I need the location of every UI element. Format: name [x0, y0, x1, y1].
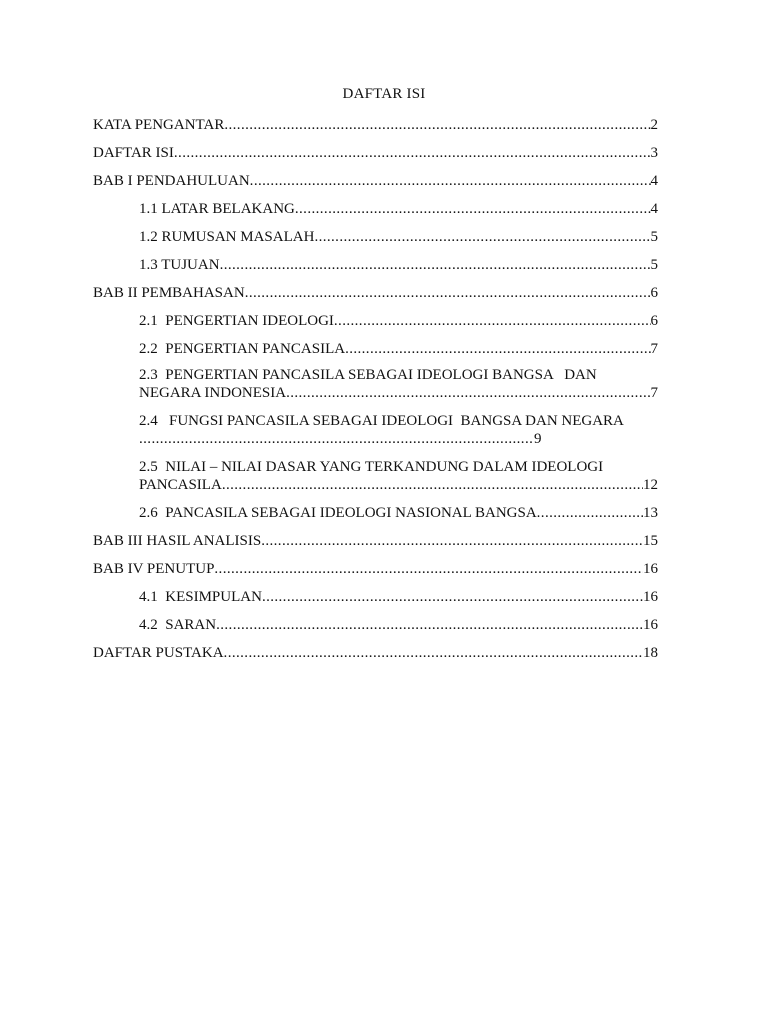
- toc-entry-continuation: [139, 384, 658, 402]
- toc-entry-2-5[interactable]: [139, 458, 658, 494]
- toc-entry-2-2[interactable]: [139, 340, 658, 358]
- toc-entry-label: 2.2 PENGERTIAN PANCASILA: [139, 341, 346, 357]
- toc-entry-label: 2.3 PENGERTIAN PANCASILA SEBAGAI IDEOLOGI BANGSA DAN: [139, 367, 597, 383]
- toc-page-number: 18: [643, 645, 658, 661]
- toc-entry-1-1[interactable]: [139, 200, 658, 218]
- toc-page-number: 9: [534, 431, 542, 447]
- toc-entry-label: 2.5 NILAI – NILAI DASAR YANG TERKANDUNG DALAM IDEOLOGI: [139, 459, 604, 475]
- toc-leader-dots: [214, 560, 643, 578]
- toc-page-number: 6: [650, 313, 658, 329]
- toc-leader-dots: [250, 172, 651, 190]
- toc-page-number: 3: [650, 145, 658, 161]
- toc-leader-dots: [245, 284, 651, 302]
- toc-leader-dots: [222, 476, 643, 494]
- toc-page-number: 12: [643, 477, 658, 493]
- toc-entry-continuation: [139, 430, 658, 448]
- toc-leader-dots: [220, 256, 651, 274]
- toc-entry-4-2[interactable]: [139, 616, 658, 634]
- toc-entry-label: KATA PENGANTAR: [93, 117, 225, 133]
- toc-entry-2-4[interactable]: [139, 412, 658, 448]
- toc-leader-dots: [139, 430, 534, 448]
- toc-entry-2-6[interactable]: [139, 504, 658, 522]
- toc-page-number: 16: [643, 561, 658, 577]
- toc-entry-label: 2.1 PENGERTIAN IDEOLOGI: [139, 313, 334, 329]
- toc-leader-dots: [334, 312, 651, 330]
- toc-entry-label: DAFTAR PUSTAKA: [93, 645, 224, 661]
- toc-leader-dots: [295, 200, 651, 218]
- toc-page-number: 6: [650, 285, 658, 301]
- toc-entry-daftar-isi[interactable]: [93, 144, 658, 162]
- toc-entry-label: 1.1 LATAR BELAKANG: [139, 201, 295, 217]
- toc-entry-4-1[interactable]: [139, 588, 658, 606]
- toc-page-number: 7: [650, 341, 658, 357]
- toc-entry-1-2[interactable]: [139, 228, 658, 246]
- toc-entry-label: 4.2 SARAN: [139, 617, 217, 633]
- toc-entry-continuation: [139, 476, 658, 494]
- toc-entry-bab-1[interactable]: [93, 172, 658, 190]
- toc-page-number: 16: [643, 589, 658, 605]
- toc-entry-1-3[interactable]: [139, 256, 658, 274]
- toc-leader-dots: [216, 616, 643, 634]
- toc-entry-2-3[interactable]: [139, 366, 658, 402]
- toc-entry-bab-3[interactable]: [93, 532, 658, 550]
- toc-leader-dots: [262, 588, 643, 606]
- toc-entry-label: BAB I PENDAHULUAN: [93, 173, 250, 189]
- toc-page-number: 4: [650, 201, 658, 217]
- toc-leader-dots: [314, 228, 650, 246]
- toc-entry-label: NEGARA INDONESIA: [139, 385, 287, 401]
- toc-leader-dots: [537, 504, 643, 522]
- toc-entry-2-1[interactable]: [139, 312, 658, 330]
- toc-entry-label: DAFTAR ISI: [93, 145, 174, 161]
- toc-leader-dots: [224, 116, 650, 134]
- toc-entry-bab-4[interactable]: [93, 560, 658, 578]
- toc-page-number: 5: [650, 229, 658, 245]
- toc-entry-label: BAB II PEMBAHASAN: [93, 285, 245, 301]
- page-title: DAFTAR ISI: [342, 86, 426, 102]
- toc-entry-daftar-pustaka[interactable]: [93, 644, 658, 662]
- toc-page-number: 2: [650, 117, 658, 133]
- toc-page-number: 4: [650, 173, 658, 189]
- toc-entry-kata-pengantar[interactable]: [93, 116, 658, 134]
- toc-entry-label: PANCASILA: [139, 477, 222, 493]
- toc-leader-dots: [224, 644, 643, 662]
- toc-entry-label: 2.4 FUNGSI PANCASILA SEBAGAI IDEOLOGI BANGSA DAN NEGARA: [139, 413, 624, 429]
- toc-leader-dots: [174, 144, 651, 162]
- toc-entry-label: 1.2 RUMUSAN MASALAH: [139, 229, 315, 245]
- toc-entry-label: 2.6 PANCASILA SEBAGAI IDEOLOGI NASIONAL BANGSA: [139, 505, 537, 521]
- toc-leader-dots: [345, 340, 650, 358]
- toc-page-number: 13: [643, 505, 658, 521]
- toc-page-number: 5: [650, 257, 658, 273]
- toc-page-number: 15: [643, 533, 658, 549]
- toc-page-number: 16: [643, 617, 658, 633]
- toc-leader-dots: [286, 384, 650, 402]
- toc-entry-label: BAB III HASIL ANALISIS: [93, 533, 262, 549]
- toc-entry-bab-2[interactable]: [93, 284, 658, 302]
- toc-entry-label: 4.1 KESIMPULAN: [139, 589, 262, 605]
- toc-entry-label: 1.3 TUJUAN: [139, 257, 220, 273]
- toc-leader-dots: [261, 532, 643, 550]
- toc-entry-label: BAB IV PENUTUP: [93, 561, 215, 577]
- toc-page-number: 7: [650, 385, 658, 401]
